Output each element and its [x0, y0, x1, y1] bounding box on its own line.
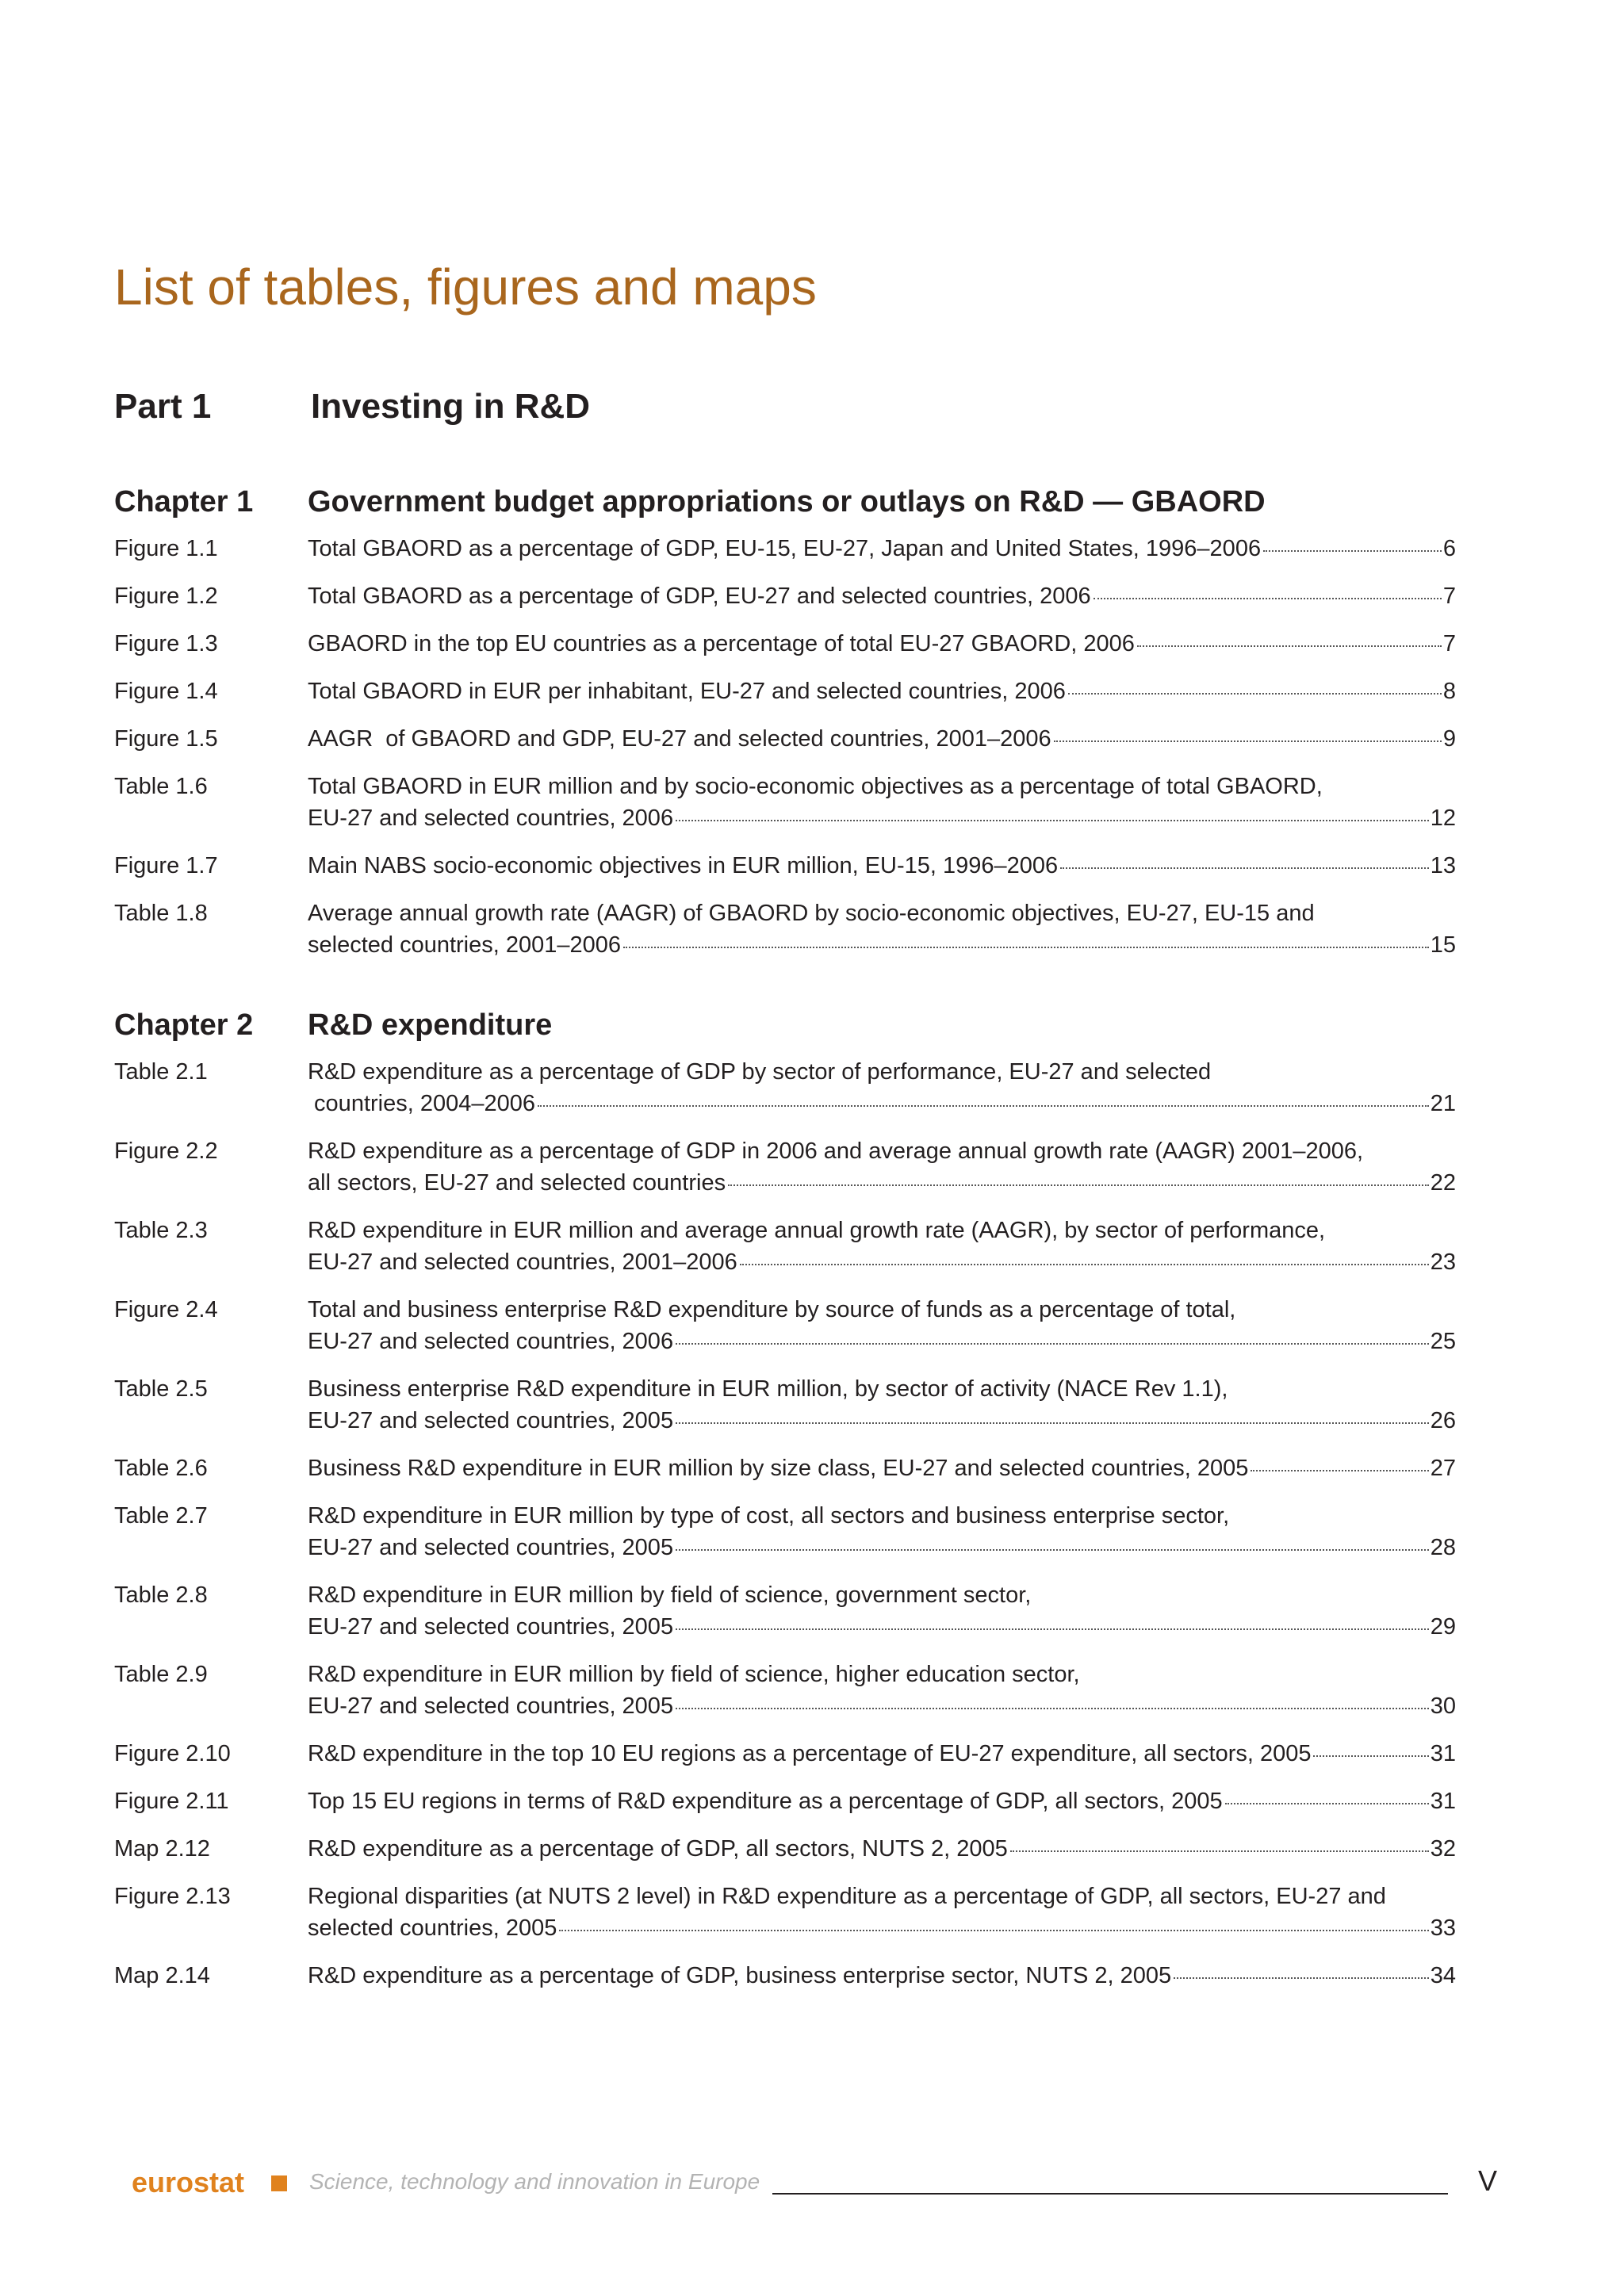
entry-body [308, 850, 1456, 882]
entry-title-line: R&D expenditure in EUR million and average annual growth rate (AAGR), by sector of performance, [308, 1218, 1326, 1243]
entry-page-number[interactable]: 34 [1430, 1963, 1456, 1988]
entry-title-line [308, 580, 1456, 612]
logo-square-icon [271, 2175, 287, 2191]
entry-body [308, 897, 1456, 961]
entry-label: Map 2.14 [114, 1963, 210, 1988]
entry-title-line [308, 1960, 1456, 1992]
entry-label: Table 1.6 [114, 774, 208, 799]
entry-title-line [308, 723, 1456, 755]
entry-page-number[interactable]: 29 [1430, 1614, 1456, 1640]
entry-title-line: R&D expenditure in EUR million by field of science, higher education sector, [308, 1662, 1080, 1687]
entry-title: EU-27 and selected countries, 2006 [308, 1329, 674, 1354]
entry-page-number[interactable]: 21 [1430, 1091, 1456, 1116]
chapter-heading [114, 1008, 1456, 1048]
entry-title-line [308, 1833, 1456, 1865]
entry-body [308, 675, 1456, 707]
entry-title-line [308, 675, 1456, 707]
entry-title: AAGR of GBAORD and GDP, EU-27 and selected countries, 2001–2006 [308, 726, 1051, 752]
entry-title: Total GBAORD as a percentage of GDP, EU-15, EU-27, Japan and United States, 1996–2006 [308, 536, 1262, 561]
entry-label: Table 2.3 [114, 1218, 208, 1243]
entry-label: Figure 2.10 [114, 1741, 231, 1766]
entry-page-number[interactable]: 9 [1442, 726, 1456, 752]
part-heading [114, 387, 1462, 434]
entry-title-line: R&D expenditure in EUR million by type of cost, all sectors and business enterprise sector, [308, 1503, 1230, 1529]
dot-leader [1060, 867, 1429, 869]
entry-body [308, 1960, 1456, 1992]
entry-body [308, 580, 1456, 612]
entry-label: Table 2.1 [114, 1059, 208, 1085]
entry-title-line [308, 1326, 1456, 1357]
entry-page-number[interactable]: 27 [1430, 1456, 1456, 1481]
entry-title: Total GBAORD as a percentage of GDP, EU-27 and selected countries, 2006 [308, 584, 1091, 609]
part-number: Part 1 [114, 387, 212, 426]
entry-body [308, 1373, 1456, 1437]
entry-title-line: Business enterprise R&D expenditure in EUR million, by sector of activity (NACE Rev 1.1), [308, 1376, 1228, 1402]
entry-title: selected countries, 2001–2006 [308, 932, 622, 958]
entry-page-number[interactable]: 23 [1430, 1249, 1456, 1275]
entry-title-line [308, 1532, 1456, 1563]
entry-title: EU-27 and selected countries, 2005 [308, 1408, 674, 1433]
entry-label: Figure 2.11 [114, 1789, 229, 1814]
entry-body [308, 1452, 1456, 1484]
entry-page-number[interactable]: 33 [1430, 1915, 1456, 1941]
entry-page-number[interactable]: 15 [1430, 932, 1456, 958]
entry-page-number[interactable]: 30 [1430, 1693, 1456, 1719]
entry-label: Table 2.5 [114, 1376, 208, 1402]
entry-body [308, 1659, 1456, 1722]
entry-label: Figure 1.4 [114, 679, 218, 704]
chapter-number: Chapter 1 [114, 485, 254, 519]
entry-page-number[interactable]: 8 [1442, 679, 1456, 704]
dot-leader [676, 1422, 1429, 1424]
entry-title: R&D expenditure as a percentage of GDP, business enterprise sector, NUTS 2, 2005 [308, 1963, 1172, 1988]
entry-body [308, 1881, 1456, 1944]
entry-title-line [308, 533, 1456, 564]
entry-page-number[interactable]: 13 [1430, 853, 1456, 878]
part-title: Investing in R&D [311, 387, 591, 426]
entry-body [308, 1500, 1456, 1563]
dot-leader [1313, 1755, 1428, 1757]
entry-title: R&D expenditure as a percentage of GDP, all sectors, NUTS 2, 2005 [308, 1836, 1008, 1862]
entry-title: all sectors, EU-27 and selected countries [308, 1170, 726, 1196]
entry-title: EU-27 and selected countries, 2005 [308, 1693, 674, 1719]
dot-leader [1137, 645, 1442, 647]
entry-page-number[interactable]: 7 [1442, 584, 1456, 609]
entry-title-line [308, 1738, 1456, 1770]
chapter-heading [114, 485, 1456, 525]
dot-leader [676, 1343, 1429, 1345]
entry-title-line: R&D expenditure in EUR million by field of science, government sector, [308, 1582, 1032, 1608]
entry-body [308, 723, 1456, 755]
entry-page-number[interactable]: 31 [1430, 1741, 1456, 1766]
dot-leader [1010, 1850, 1429, 1852]
entry-label: Figure 1.7 [114, 853, 218, 878]
entry-title: selected countries, 2005 [308, 1915, 557, 1941]
entry-body [308, 1056, 1456, 1119]
dot-leader [1068, 693, 1442, 695]
dot-leader [538, 1105, 1429, 1107]
entry-label: Figure 1.2 [114, 584, 218, 609]
entry-page-number[interactable]: 26 [1430, 1408, 1456, 1433]
entry-body [308, 1294, 1456, 1357]
entry-title: GBAORD in the top EU countries as a percentage of total EU-27 GBAORD, 2006 [308, 631, 1135, 656]
entry-page-number[interactable]: 28 [1430, 1535, 1456, 1560]
entry-page-number[interactable]: 31 [1430, 1789, 1456, 1814]
entry-page-number[interactable]: 12 [1430, 806, 1456, 831]
entry-title-line [308, 628, 1456, 660]
chapter-title: Government budget appropriations or outlays on R&D — GBAORD [308, 485, 1266, 519]
entry-title: R&D expenditure in the top 10 EU regions as a percentage of EU-27 expenditure, all sectors, 2005 [308, 1741, 1312, 1766]
dot-leader [1251, 1470, 1428, 1471]
entry-page-number[interactable]: 32 [1430, 1836, 1456, 1862]
entry-title-line [308, 1088, 1456, 1119]
chapter-number: Chapter 2 [114, 1008, 254, 1042]
publication-title: Science, technology and innovation in Europe [309, 2169, 760, 2194]
entry-title-line: Regional disparities (at NUTS 2 level) in R&D expenditure as a percentage of GDP, all sectors, EU-27 and [308, 1884, 1386, 1909]
entry-title-line: R&D expenditure as a percentage of GDP in 2006 and average annual growth rate (AAGR) 2001–2006, [308, 1138, 1364, 1164]
dot-leader [623, 947, 1429, 948]
entry-title-line [308, 1246, 1456, 1278]
entry-title-line [308, 1785, 1456, 1817]
dot-leader [676, 820, 1429, 821]
entry-title-line: Total and business enterprise R&D expenditure by source of funds as a percentage of total, [308, 1297, 1236, 1322]
entry-page-number[interactable]: 25 [1430, 1329, 1456, 1354]
entry-title: EU-27 and selected countries, 2005 [308, 1614, 674, 1640]
dot-leader [1225, 1803, 1429, 1804]
entry-title: countries, 2004–2006 [308, 1091, 535, 1116]
entry-title: EU-27 and selected countries, 2001–2006 [308, 1249, 737, 1275]
entry-page-number[interactable]: 22 [1430, 1170, 1456, 1196]
entry-body [308, 628, 1456, 660]
entry-title: EU-27 and selected countries, 2006 [308, 806, 674, 831]
footer-rule [772, 2193, 1448, 2195]
entry-body [308, 771, 1456, 834]
entry-title: Top 15 EU regions in terms of R&D expenditure as a percentage of GDP, all sectors, 2005 [308, 1789, 1223, 1814]
dot-leader [740, 1264, 1429, 1265]
dot-leader [1094, 598, 1442, 599]
entry-title-line [308, 1405, 1456, 1437]
dot-leader [1054, 740, 1442, 742]
entry-body [308, 1135, 1456, 1199]
dot-leader [676, 1708, 1429, 1709]
entry-body [308, 533, 1456, 564]
entry-label: Table 2.9 [114, 1662, 208, 1687]
dot-leader [728, 1184, 1429, 1186]
entry-label: Table 2.6 [114, 1456, 208, 1481]
entry-title-line [308, 1912, 1456, 1944]
entry-body [308, 1215, 1456, 1278]
chapter-title: R&D expenditure [308, 1008, 553, 1042]
dot-leader [676, 1549, 1429, 1551]
entry-label: Figure 1.1 [114, 536, 218, 561]
entry-label: Figure 1.3 [114, 631, 218, 656]
entry-body [308, 1579, 1456, 1643]
page-footer [114, 2164, 1497, 2204]
entry-title-line [308, 802, 1456, 834]
eurostat-logo: eurostat [132, 2166, 245, 2198]
entry-title-line [308, 929, 1456, 961]
dot-leader [1174, 1977, 1429, 1979]
entry-title-line: Average annual growth rate (AAGR) of GBAORD by socio-economic objectives, EU-27, EU-15 and [308, 901, 1315, 926]
entry-label: Figure 1.5 [114, 726, 218, 752]
entry-label: Figure 2.2 [114, 1138, 218, 1164]
entry-title-line [308, 850, 1456, 882]
entry-page-number[interactable]: 7 [1442, 631, 1456, 656]
page-number: V [1477, 2164, 1497, 2197]
entry-title: Total GBAORD in EUR per inhabitant, EU-27 and selected countries, 2006 [308, 679, 1066, 704]
entry-body [308, 1833, 1456, 1865]
entry-body [308, 1738, 1456, 1770]
dot-leader [1263, 550, 1442, 552]
dot-leader [559, 1930, 1428, 1931]
entry-title: Business R&D expenditure in EUR million by size class, EU-27 and selected countries, 2005 [308, 1456, 1249, 1481]
entry-label: Table 2.8 [114, 1582, 208, 1608]
entry-title-line [308, 1452, 1456, 1484]
entry-label: Table 1.8 [114, 901, 208, 926]
entry-title-line [308, 1611, 1456, 1643]
dot-leader [676, 1628, 1429, 1630]
entry-title: Main NABS socio-economic objectives in EUR million, EU-15, 1996–2006 [308, 853, 1059, 878]
entry-title-line: Total GBAORD in EUR million and by socio-economic objectives as a percentage of total GBAORD, [308, 774, 1323, 799]
entry-label: Map 2.12 [114, 1836, 210, 1862]
entry-page-number[interactable]: 6 [1442, 536, 1456, 561]
entry-label: Figure 2.4 [114, 1297, 218, 1322]
entry-body [308, 1785, 1456, 1817]
entry-title-line: R&D expenditure as a percentage of GDP by sector of performance, EU-27 and selected [308, 1059, 1212, 1085]
entry-title-line [308, 1690, 1456, 1722]
entry-label: Figure 2.13 [114, 1884, 231, 1909]
entry-title-line [308, 1167, 1456, 1199]
page-title: List of tables, figures and maps [114, 258, 817, 316]
entry-title: EU-27 and selected countries, 2005 [308, 1535, 674, 1560]
entry-label: Table 2.7 [114, 1503, 208, 1529]
